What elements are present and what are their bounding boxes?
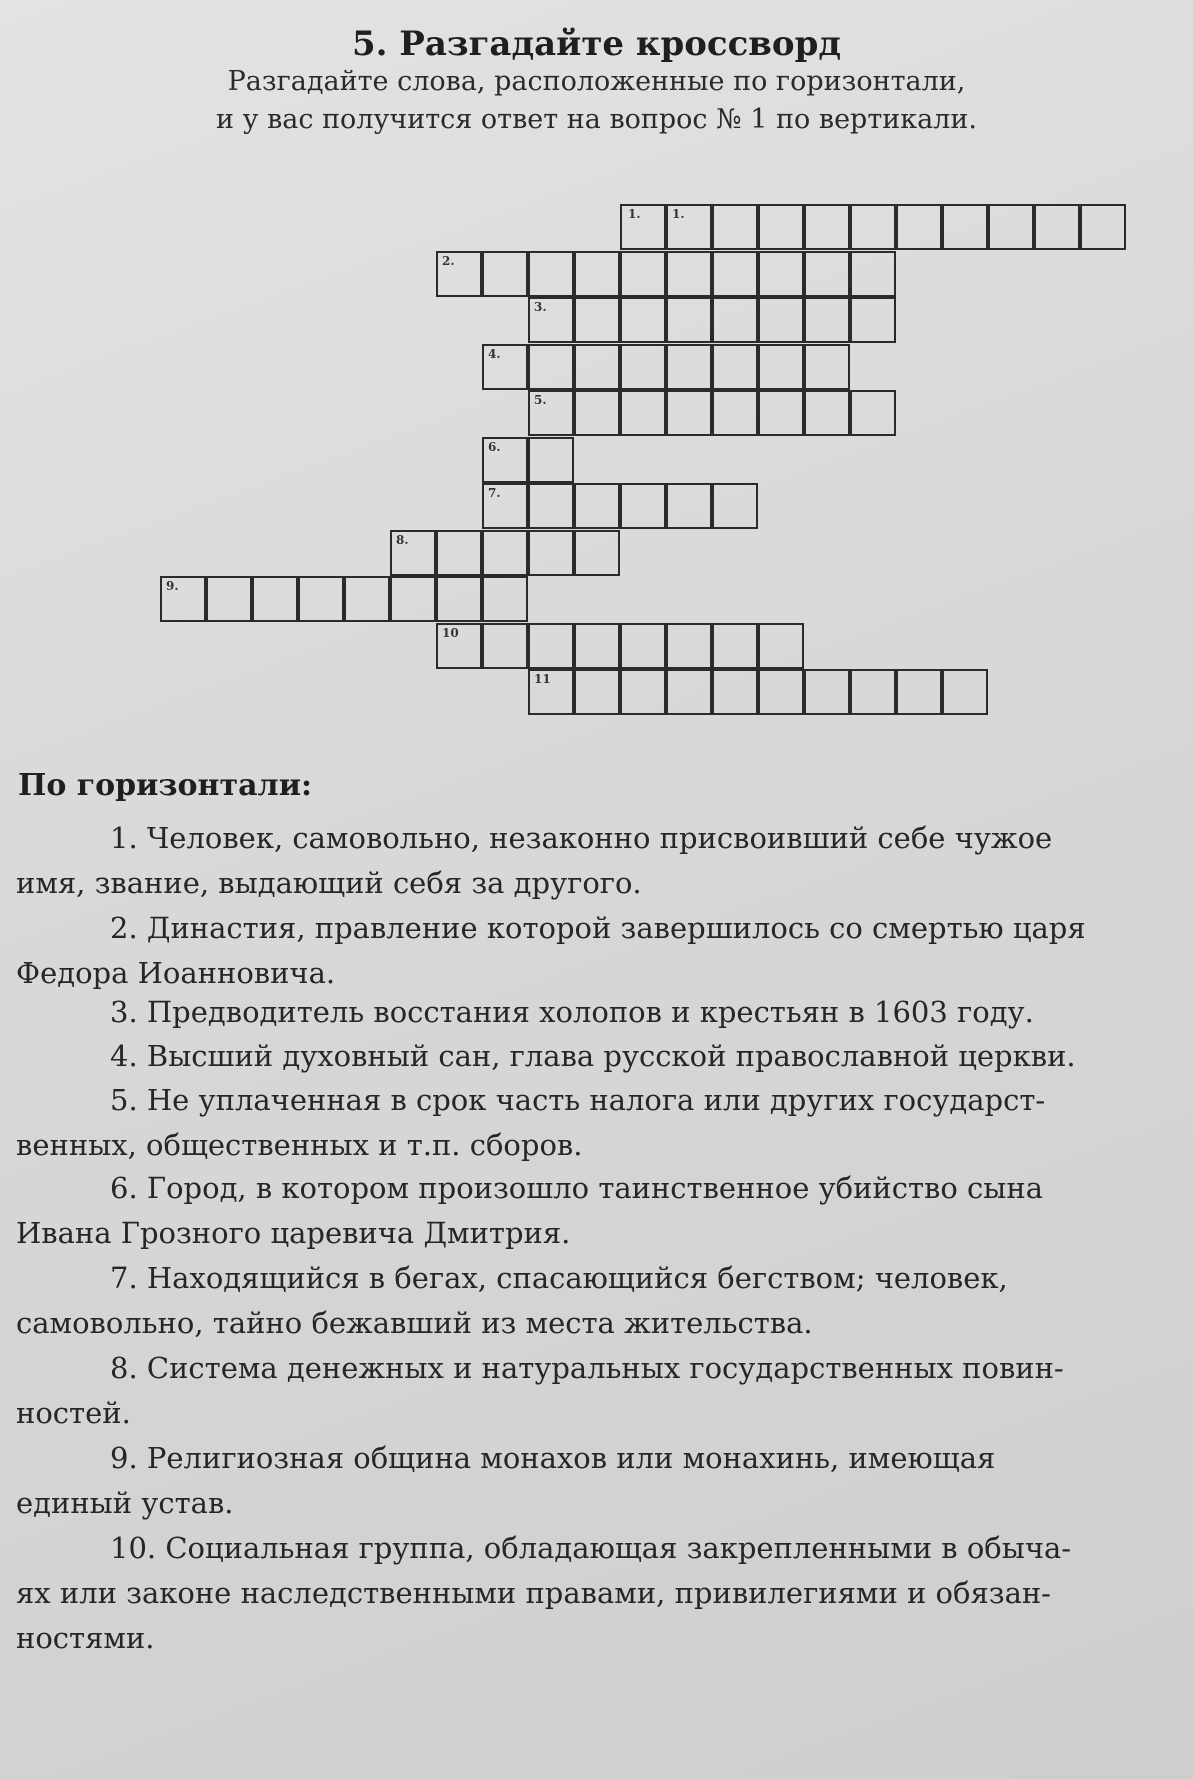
crossword-cell[interactable] [758, 623, 804, 669]
crossword-cell[interactable] [666, 623, 712, 669]
crossword-cell[interactable] [988, 204, 1034, 250]
row-number: 1. [672, 207, 685, 221]
crossword-cell[interactable] [804, 204, 850, 250]
clue-text: 4. Высший духовный сан, глава русской православной церкви. [110, 1039, 1076, 1073]
crossword-cell[interactable] [896, 204, 942, 250]
crossword-cell[interactable] [620, 390, 666, 436]
crossword-cell[interactable] [436, 251, 482, 297]
crossword-cell[interactable] [528, 483, 574, 529]
crossword-cell[interactable] [620, 251, 666, 297]
clue-text: 1. Человек, самовольно, незаконно присвоивший себе чужое [110, 821, 1053, 855]
clue-1 [16, 816, 1136, 906]
crossword-cell[interactable] [712, 483, 758, 529]
crossword-cell[interactable] [436, 623, 482, 669]
row-number: 5. [534, 393, 547, 407]
vertical-number-box [620, 204, 666, 250]
crossword-cell[interactable] [344, 576, 390, 622]
crossword-cell[interactable] [620, 623, 666, 669]
clue-text: 8. Система денежных и натуральных государственных повин- [110, 1351, 1064, 1385]
crossword-cell[interactable] [574, 390, 620, 436]
crossword-cell[interactable] [620, 297, 666, 343]
row-number: 2. [442, 253, 455, 268]
crossword-cell[interactable] [528, 390, 574, 436]
row-number: 10 [442, 625, 459, 640]
crossword-cell[interactable] [528, 251, 574, 297]
crossword-cell[interactable] [666, 390, 712, 436]
crossword-cell[interactable] [1034, 204, 1080, 250]
crossword-cell[interactable] [712, 204, 758, 250]
crossword-cell[interactable] [482, 344, 528, 390]
row-number: 3. [534, 300, 547, 314]
clue-text: венных, общественных и т.п. сборов. [16, 1128, 583, 1162]
crossword-cell[interactable] [850, 297, 896, 343]
clue-8 [16, 1346, 1136, 1436]
crossword-cell[interactable] [482, 483, 528, 529]
crossword-cell[interactable] [666, 669, 712, 715]
clue-6 [16, 1166, 1136, 1256]
crossword-cell[interactable] [804, 669, 850, 715]
crossword-cell[interactable] [206, 576, 252, 622]
crossword-cell[interactable] [574, 623, 620, 669]
crossword-cell[interactable] [574, 483, 620, 529]
crossword-cell[interactable] [712, 669, 758, 715]
crossword-cell[interactable] [758, 204, 804, 250]
clue-text: Федора Иоанновича. [16, 956, 336, 990]
crossword-cell[interactable] [482, 251, 528, 297]
clue-text: самовольно, тайно бежавший из места жительства. [16, 1306, 813, 1340]
crossword-cell[interactable] [620, 483, 666, 529]
clue-5 [16, 1078, 1136, 1168]
crossword-cell[interactable] [252, 576, 298, 622]
crossword-grid [0, 0, 1193, 740]
crossword-cell[interactable] [942, 669, 988, 715]
crossword-cell[interactable] [712, 251, 758, 297]
crossword-cell[interactable] [574, 344, 620, 390]
crossword-cell[interactable] [850, 251, 896, 297]
crossword-cell[interactable] [574, 530, 620, 576]
crossword-cell[interactable] [482, 437, 528, 483]
crossword-cell[interactable] [620, 669, 666, 715]
crossword-cell[interactable] [850, 204, 896, 250]
crossword-cell[interactable] [620, 344, 666, 390]
clue-text: 10. Социальная группа, обладающая закрепленными в обыча- [110, 1531, 1072, 1565]
crossword-cell[interactable] [666, 483, 712, 529]
crossword-cell[interactable] [850, 390, 896, 436]
instructions-line-2: и у вас получится ответ на вопрос № 1 по вертикали. [216, 104, 977, 135]
clue-text: ностей. [16, 1396, 131, 1430]
clue-7 [16, 1256, 1136, 1346]
crossword-cell[interactable] [758, 390, 804, 436]
clue-2 [16, 906, 1136, 996]
crossword-cell[interactable] [712, 297, 758, 343]
clues-heading: По горизонтали: [18, 768, 313, 803]
crossword-cell[interactable] [574, 669, 620, 715]
vertical-number: 1. [628, 207, 641, 221]
crossword-cell[interactable] [1080, 204, 1126, 250]
crossword-cell[interactable] [850, 669, 896, 715]
crossword-cell[interactable] [628, 204, 712, 250]
crossword-cell[interactable] [758, 344, 804, 390]
row-number: 9. [166, 579, 179, 593]
crossword-cell[interactable] [160, 576, 206, 622]
crossword-cell[interactable] [804, 344, 850, 390]
crossword-cell[interactable] [436, 576, 482, 622]
clue-10 [16, 1526, 1136, 1661]
crossword-cell[interactable] [896, 669, 942, 715]
row-number: 6. [488, 439, 501, 454]
crossword-cell[interactable] [482, 623, 528, 669]
crossword-cell[interactable] [804, 297, 850, 343]
clue-text: 6. Город, в котором произошло таинственное убийство сына [110, 1171, 1043, 1205]
crossword-cell[interactable] [436, 530, 482, 576]
clue-text: 5. Не уплаченная в срок часть налога или других государст- [110, 1083, 1046, 1117]
crossword-cell[interactable] [758, 669, 804, 715]
crossword-cell[interactable] [666, 297, 712, 343]
crossword-cell[interactable] [758, 251, 804, 297]
exercise-title: 5. Разгадайте кроссворд [351, 24, 842, 64]
row-number: 8. [396, 532, 409, 547]
crossword-cell[interactable] [482, 576, 528, 622]
row-number: 7. [488, 486, 501, 500]
crossword-cell[interactable] [574, 251, 620, 297]
crossword-cell[interactable] [528, 623, 574, 669]
crossword-cell[interactable] [298, 576, 344, 622]
crossword-cell[interactable] [712, 390, 758, 436]
crossword-cell[interactable] [528, 297, 574, 343]
clue-text: 2. Династия, правление которой завершилось со смертью царя [110, 911, 1086, 945]
crossword-cell[interactable] [666, 251, 712, 297]
clue-text: Ивана Грозного царевича Дмитрия. [16, 1216, 571, 1250]
crossword-cell[interactable] [390, 530, 436, 576]
clue-9 [16, 1436, 1136, 1526]
clue-3 [16, 990, 1136, 1035]
row-number: 11 [534, 672, 551, 686]
crossword-cell[interactable] [390, 576, 436, 622]
row-number: 4. [488, 346, 501, 361]
crossword-cell[interactable] [528, 344, 574, 390]
crossword-cell[interactable] [528, 530, 574, 576]
clue-text: единый устав. [16, 1486, 234, 1520]
crossword-cell[interactable] [528, 437, 574, 483]
crossword-cell[interactable] [712, 623, 758, 669]
instructions-line-1: Разгадайте слова, расположенные по горизонтали, [227, 66, 966, 97]
crossword-cell[interactable] [804, 251, 850, 297]
clue-text: ях или законе наследственными правами, привилегиями и обязан- [16, 1576, 1051, 1610]
clue-text: 7. Находящийся в бегах, спасающийся бегством; человек, [110, 1261, 1008, 1295]
crossword-cell[interactable] [482, 530, 528, 576]
clue-4 [16, 1034, 1136, 1079]
crossword-cell[interactable] [666, 344, 712, 390]
crossword-cell[interactable] [574, 297, 620, 343]
crossword-cell[interactable] [804, 390, 850, 436]
clue-text: ностями. [16, 1621, 155, 1655]
crossword-cell[interactable] [758, 297, 804, 343]
clue-text: 9. Религиозная община монахов или монахинь, имеющая [110, 1441, 996, 1475]
clue-text: имя, звание, выдающий себя за другого. [16, 866, 642, 900]
crossword-cell[interactable] [528, 669, 574, 715]
crossword-cell[interactable] [712, 344, 758, 390]
clue-text: 3. Предводитель восстания холопов и крестьян в 1603 году. [110, 995, 1034, 1029]
crossword-cell[interactable] [942, 204, 988, 250]
